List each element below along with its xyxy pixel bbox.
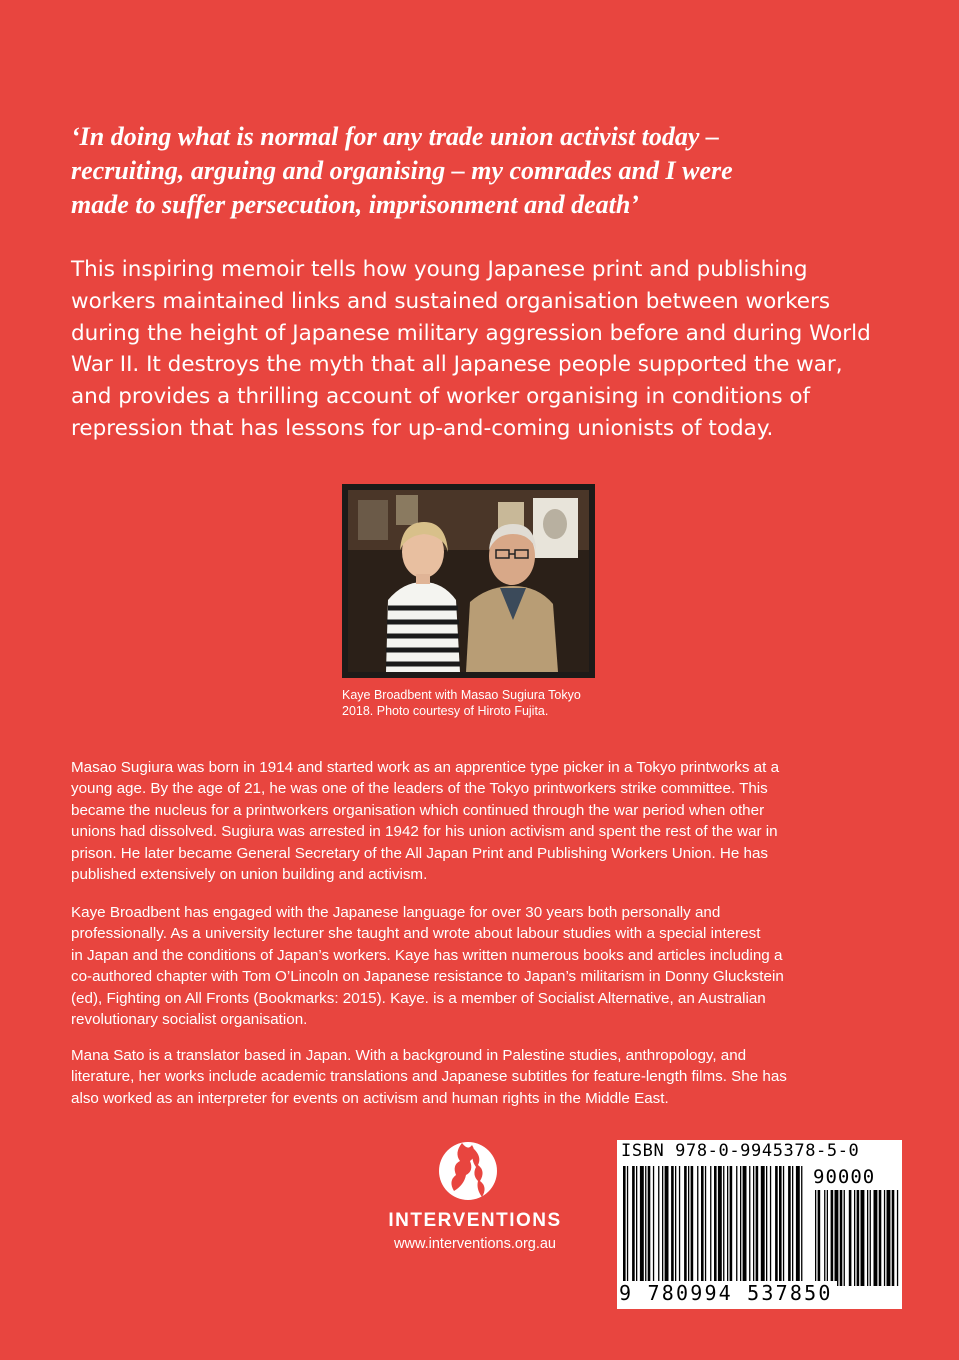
publisher-logo-icon (438, 1135, 498, 1205)
pull-quote-line: made to suffer persecution, imprisonment and death’ (71, 190, 639, 219)
bio-sugiura (71, 757, 891, 885)
blurb-line: War II. It destroys the myth that all Japanese people supported the war, (71, 352, 843, 378)
bio-line: in Japan and the conditions of Japan’s workers. Kaye has written numerous books and articles including a (71, 946, 783, 964)
pull-quote-line: ‘In doing what is normal for any trade union activist today – (71, 122, 719, 151)
bio-line: also worked as an interpreter for events on activism and human rights in the Middle East. (71, 1089, 669, 1107)
publisher-url: www.interventions.org.au (394, 1236, 556, 1252)
bio-sato (71, 1045, 891, 1109)
book-blurb (71, 254, 891, 445)
bio-line: literature, her works include academic translations and Japanese subtitles for feature-length films. She has (71, 1068, 787, 1086)
bio-line: (ed), Fighting on All Fronts (Bookmarks: 2015). Kaye. is a member of Socialist Alternative, an Australian (71, 989, 766, 1007)
isbn-text: ISBN 978-0-9945378-5-0 (621, 1141, 860, 1161)
bio-line: Kaye Broadbent has engaged with the Japanese language for over 30 years both personally and (71, 904, 721, 921)
author-photo (348, 490, 589, 672)
caption-line: Kaye Broadbent with Masao Sugiura Tokyo (342, 688, 581, 702)
blurb-line: during the height of Japanese military aggression before and during World (71, 320, 871, 346)
isbn-barcode (617, 1140, 902, 1309)
bio-line: prison. He later became General Secretary of the All Japan Print and Publishing Workers Union. He has (71, 844, 769, 862)
blurb-line: repression that has lessons for up-and-coming unionists of today. (71, 415, 774, 441)
bio-line: young age. By the age of 21, he was one of the leaders of the Tokyo printworkers strike committee. This (71, 780, 768, 798)
pull-quote-line: recruiting, arguing and organising – my comrades and I were (71, 156, 733, 185)
bio-line: Mana Sato is a translator based in Japan. With a background in Palestine studies, anthropology, and (71, 1047, 747, 1064)
barcode-addon: 90000 (813, 1166, 876, 1188)
bio-broadbent (71, 902, 891, 1030)
bio-line: became the nucleus for a printworkers organisation which continued through the war period when other (71, 801, 765, 819)
publisher-name: INTERVENTIONS (388, 1210, 562, 1231)
bio-line: published extensively on union building and activism. (71, 866, 428, 884)
pull-quote (71, 120, 871, 222)
photo-caption (342, 687, 622, 719)
bio-line: professionally. As a university lecturer she taught and wrote about labour studies with a special interest (71, 925, 761, 943)
bio-line: revolutionary socialist organisation. (71, 1011, 308, 1029)
bio-line: co-authored chapter with Tom O’Lincoln on Japanese resistance to Japan’s militarism in Donny Gluckstein (71, 968, 784, 986)
blurb-line: workers maintained links and sustained organisation between workers (71, 288, 831, 314)
caption-line: 2018. Photo courtesy of Hiroto Fujita. (342, 704, 549, 718)
blurb-line: This inspiring memoir tells how young Japanese print and publishing (71, 257, 808, 282)
bio-line: unions had dissolved. Sugiura was arrested in 1942 for his union activism and spent the rest of the war in (71, 823, 778, 841)
ean-digits: 9 780994 537850 (619, 1281, 837, 1305)
blurb-line: and provides a thrilling account of worker organising in conditions of (71, 384, 811, 410)
author-photo-frame (342, 484, 595, 678)
bio-line: Masao Sugiura was born in 1914 and started work as an apprentice type picker in a Tokyo printworks at a (71, 759, 780, 776)
